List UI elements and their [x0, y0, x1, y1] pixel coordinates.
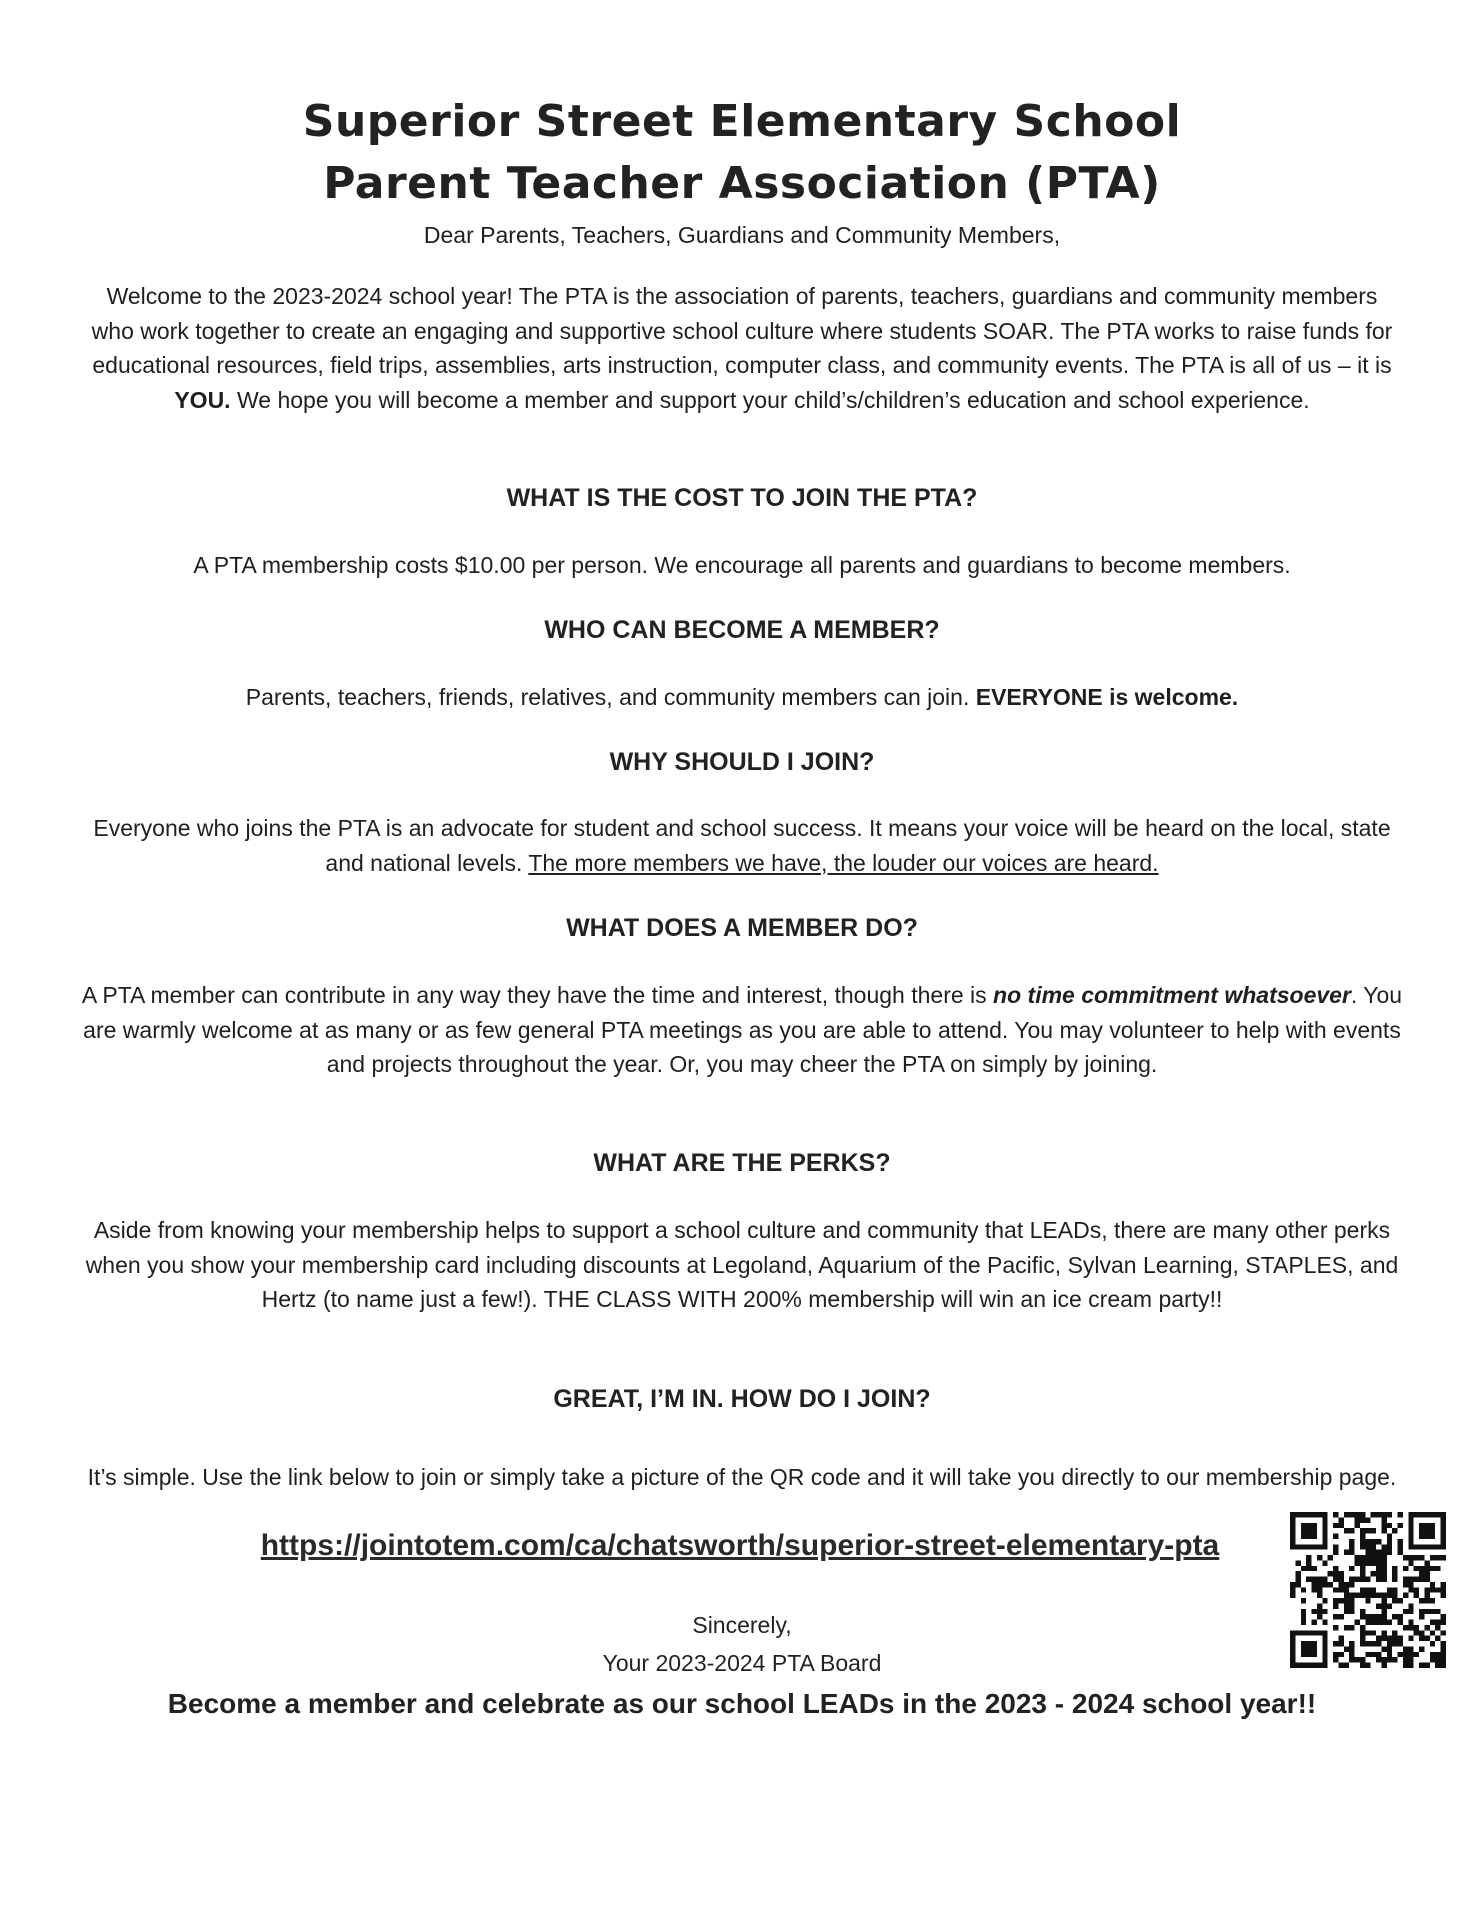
- who-text: Parents, teachers, friends, relatives, and community members can join.: [245, 684, 976, 710]
- why-paragraph: [80, 811, 1404, 880]
- what-do-text: A PTA member can contribute in any way they have the time and interest, though there is: [81, 982, 994, 1008]
- who-bold: EVERYONE is welcome.: [975, 684, 1239, 710]
- pta-title: Parent Teacher Association (PTA): [323, 158, 1161, 209]
- join-text: It’s simple. Use the link below to join or simply take a picture of the QR code and it will take you directly to our membership page.: [87, 1464, 1397, 1490]
- sincerely-text: Sincerely,: [692, 1612, 792, 1638]
- who-heading: WHO CAN BECOME A MEMBER?: [544, 616, 940, 644]
- school-name-title: Superior Street Elementary School: [302, 96, 1182, 147]
- what-do-bold-italic: no time commitment whatsoever: [993, 982, 1351, 1008]
- why-heading: WHY SHOULD I JOIN?: [609, 748, 875, 776]
- signature-text: Your 2023-2024 PTA Board: [602, 1650, 882, 1676]
- join-heading: GREAT, I’M IN. HOW DO I JOIN?: [553, 1385, 931, 1413]
- why-underlined: The more members we have, the louder our voices are heard.: [528, 849, 1159, 876]
- who-paragraph: [80, 680, 1404, 715]
- what-do-paragraph: [80, 978, 1404, 1082]
- why-text: Everyone who joins the PTA is an advocate for student and school success. It means your voice will be heard on the local, state and national levels.: [93, 815, 1391, 876]
- salutation: Dear Parents, Teachers, Guardians and Community Members,: [423, 222, 1061, 248]
- final-callout: Become a member and celebrate as our school LEADs in the 2023 - 2024 school year!!: [167, 1688, 1317, 1719]
- perks-text: Aside from knowing your membership helps to support a school culture and community that LEADs, there are many other perks when you show your membership card including discounts at Legoland, Aquarium of the Pacific, Sylvan Learning, STAPLES, and Hertz (to name just a few!). THE CLASS WITH 200% membership will win an ice cream party!!: [85, 1217, 1399, 1312]
- qr-code-icon[interactable]: [1290, 1512, 1446, 1668]
- intro-bold-you: YOU.: [174, 386, 231, 413]
- cost-text: A PTA membership costs $10.00 per person. We encourage all parents and guardians to become members.: [193, 552, 1291, 578]
- intro-text: Welcome to the 2023-2024 school year! The PTA is the association of parents, teachers, guardians and community members who work together to create an engaging and supportive school culture where students SOAR. The PTA works to raise funds for educational resources, field trips, assemblies, arts instruction, computer class, and community events. The PTA is all of us – it is: [91, 283, 1393, 378]
- intro-paragraph: [85, 279, 1399, 417]
- what-do-heading: WHAT DOES A MEMBER DO?: [566, 914, 918, 942]
- membership-link[interactable]: https://jointotem.com/ca/chatsworth/superior-street-elementary-pta: [260, 1529, 1220, 1562]
- intro-text-end: We hope you will become a member and support your child’s/children’s education and school experience.: [230, 386, 1310, 413]
- perks-heading: WHAT ARE THE PERKS?: [593, 1149, 891, 1177]
- cost-heading: WHAT IS THE COST TO JOIN THE PTA?: [506, 484, 978, 512]
- what-do-text-end: . You are warmly welcome at as many or as few general PTA meetings as you are able to attend. You may volunteer to help with events and projects throughout the year. Or, you may cheer the PTA on simply by joining.: [83, 982, 1403, 1077]
